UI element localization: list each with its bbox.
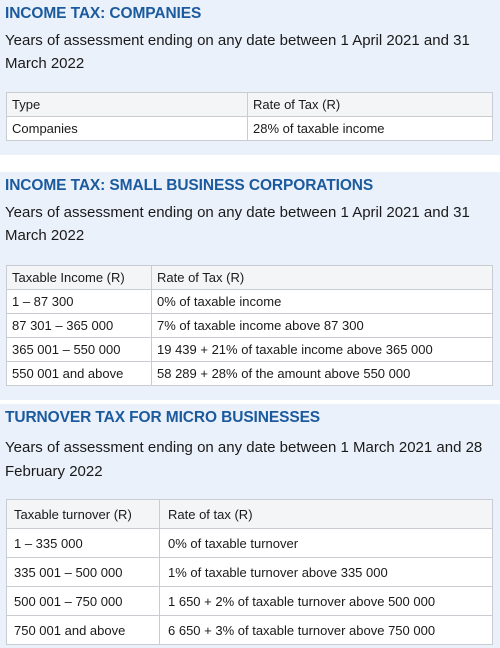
turnover-table [6,499,493,645]
turnover-section [0,404,500,648]
table-row [7,529,493,558]
table-cell: 365 001 – 550 000 [7,338,152,362]
table-row [7,362,493,386]
companies-heading: INCOME TAX: COMPANIES [5,5,202,22]
table-row [7,290,493,314]
companies-table [6,92,493,141]
column-header: Rate of Tax (R) [248,93,493,117]
table-cell: 6 650 + 3% of taxable turnover above 750 000 [160,616,493,645]
table-row [7,558,493,587]
table-header-row [7,93,493,117]
table-cell: 1% of taxable turnover above 335 000 [160,558,493,587]
column-header: Taxable Income (R) [7,266,152,290]
turnover-heading: TURNOVER TAX FOR MICRO BUSINESSES [5,409,321,426]
table-row [7,616,493,645]
sbc-subtitle: Years of assessment ending on any date between 1 April 2021 and 31 March 2022 [5,204,470,244]
column-header: Rate of Tax (R) [152,266,493,290]
column-header: Type [7,93,248,117]
column-header: Rate of tax (R) [160,500,493,529]
table-cell: 0% of taxable income [152,290,493,314]
table-row [7,338,493,362]
sbc-table [6,265,493,386]
table-cell: 1 – 335 000 [7,529,160,558]
table-cell: Companies [7,117,248,141]
table-cell: 1 650 + 2% of taxable turnover above 500 000 [160,587,493,616]
companies-section [0,0,500,155]
table-row [7,587,493,616]
table-row [7,117,493,141]
table-cell: 7% of taxable income above 87 300 [152,314,493,338]
column-header: Taxable turnover (R) [7,500,160,529]
companies-subtitle: Years of assessment ending on any date between 1 April 2021 and 31 March 2022 [5,32,470,72]
table-cell: 335 001 – 500 000 [7,558,160,587]
table-cell: 500 001 – 750 000 [7,587,160,616]
table-cell: 19 439 + 21% of taxable income above 365 000 [152,338,493,362]
table-row [7,314,493,338]
table-cell: 28% of taxable income [248,117,493,141]
table-cell: 58 289 + 28% of the amount above 550 000 [152,362,493,386]
table-cell: 550 001 and above [7,362,152,386]
table-header-row [7,266,493,290]
table-cell: 750 001 and above [7,616,160,645]
table-cell: 0% of taxable turnover [160,529,493,558]
sbc-section [0,172,500,400]
table-cell: 87 301 – 365 000 [7,314,152,338]
table-cell: 1 – 87 300 [7,290,152,314]
sbc-heading: INCOME TAX: SMALL BUSINESS CORPORATIONS [5,177,374,194]
turnover-subtitle: Years of assessment ending on any date between 1 March 2021 and 28 February 2022 [5,439,483,480]
table-header-row [7,500,493,529]
